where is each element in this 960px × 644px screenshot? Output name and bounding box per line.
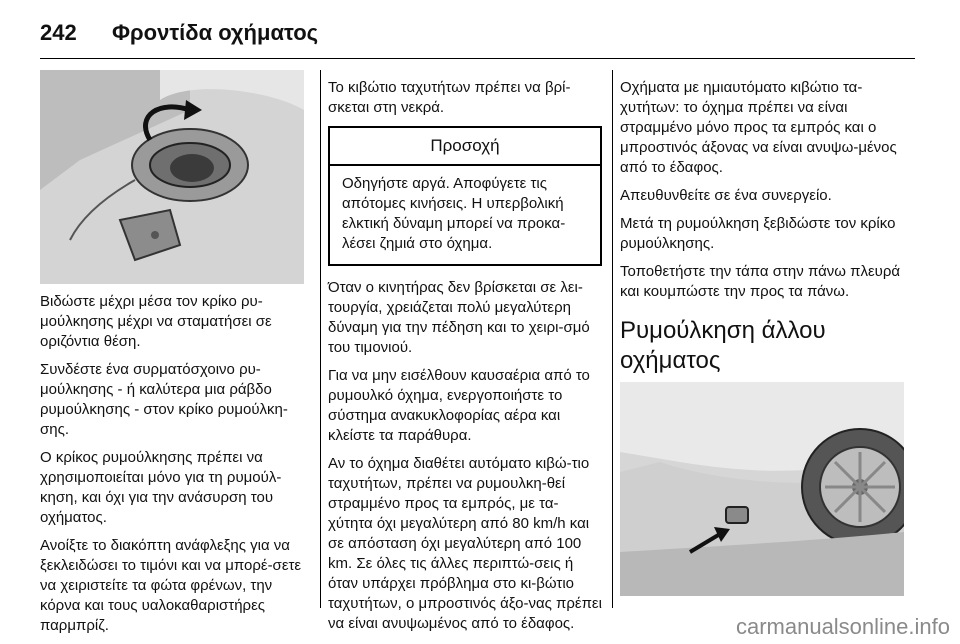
paragraph: Το κιβώτιο ταχυτήτων πρέπει να βρί-σκεται στη νεκρά. (328, 79, 571, 116)
paragraph: Βιδώστε μέχρι μέσα τον κρίκο ρυ-μούλκησης μέχρι να σταματήσει σε οριζόντια θέση. (40, 293, 272, 350)
paragraph: Τοποθετήστε την τάπα στην πάνω πλευρά και κουμπώστε την προς τα πάνω. (620, 263, 901, 300)
paragraph: Αν το όχημα διαθέτει αυτόματο κιβώ-τιο ταχυτήτων, πρέπει να ρυμουλκη-θεί στραμμένο προς τα εμπρός, με τα-χύτητα όχι μεγαλύτερη από 80 km/h και σε απόσταση όχι μεγαλύτερη από 100 km. Σε όλες τις άλλες περιπτώ-σεις ή όταν υπάρχει πρόβλημα στο κι-βώτιο ταχυτήτων, ο μπροστινός άξο-νας πρέπει να είναι ανυψωμένος από το έδαφος. (328, 455, 602, 632)
paragraph: Μετά τη ρυμούλκηση ξεβιδώστε τον κρίκο ρυμούλκησης. (620, 215, 896, 252)
rear-towing-drawing (620, 382, 904, 596)
warning-box (328, 126, 602, 266)
warning-text: Οδηγήστε αργά. Αποφύγετε τις απότομες κινήσεις. Η υπερβολική ελκτική δύναμη μπορεί να προκα-λέσει ζημιά στο όχημα. (342, 175, 566, 252)
paragraph: Για να μην εισέλθουν καυσαέρια από το ρυμουλκό όχημα, ενεργοποιήστε το σύστημα ανακυκλοφορίας αέρα και κλείστε τα παράθυρα. (328, 367, 590, 444)
section-heading: Ρυμούλκηση άλλου οχήματος (620, 317, 826, 374)
paragraph: Οχήματα με ημιαυτόματο κιβώτιο τα-χυτήτων: το όχημα πρέπει να είναι στραμμένο μόνο προς τα εμπρός και ο μπροστινός άξονας να είναι ανυψω-μένος από το έδαφος. (620, 79, 897, 176)
paragraph: Απευθυνθείτε σε ένα συνεργείο. (620, 187, 832, 204)
paragraph: Ανοίξτε το διακόπτη ανάφλεξης για να ξεκλειδώσει το τιμόνι και να μπορέ-σετε να χειριστείτε τα φώτα φρένων, την κόρνα και τους υαλοκαθαριστήρες παρμπρίζ. (40, 537, 302, 634)
column-divider (612, 70, 613, 608)
section-title: Φροντίδα οχήματος (112, 20, 319, 45)
towing-eye-illustration (40, 70, 304, 284)
warning-title: Προσοχή (330, 128, 600, 166)
column-3 (620, 78, 904, 596)
column-1 (40, 70, 304, 644)
paragraph: Ο κρίκος ρυμούλκησης πρέπει να χρησιμοποιείται μόνο για τη ρυμούλ-κηση, και όχι για την ανάσυρση του οχήματος. (40, 449, 282, 526)
paragraph: Συνδέστε ένα συρματόσχοινο ρυ-μούλκησης - ή καλύτερα μια ράβδο ρυμούλκησης - στον κρίκο ρυμούλκη-σης. (40, 361, 288, 438)
watermark: carmanualsonline.info (735, 614, 950, 639)
paragraph: Όταν ο κινητήρας δεν βρίσκεται σε λει-τουργία, χρειάζεται πολύ μεγαλύτερη δύναμη για την πέδηση και το χειρι-σμό του τιμονιού. (328, 279, 590, 356)
column-divider (320, 70, 321, 608)
page-header (40, 14, 920, 54)
header-divider (40, 58, 915, 59)
page-number: 242 (40, 20, 77, 45)
towing-eye-drawing (40, 70, 304, 284)
column-2 (328, 78, 602, 642)
rear-towing-eye-illustration (620, 382, 904, 596)
